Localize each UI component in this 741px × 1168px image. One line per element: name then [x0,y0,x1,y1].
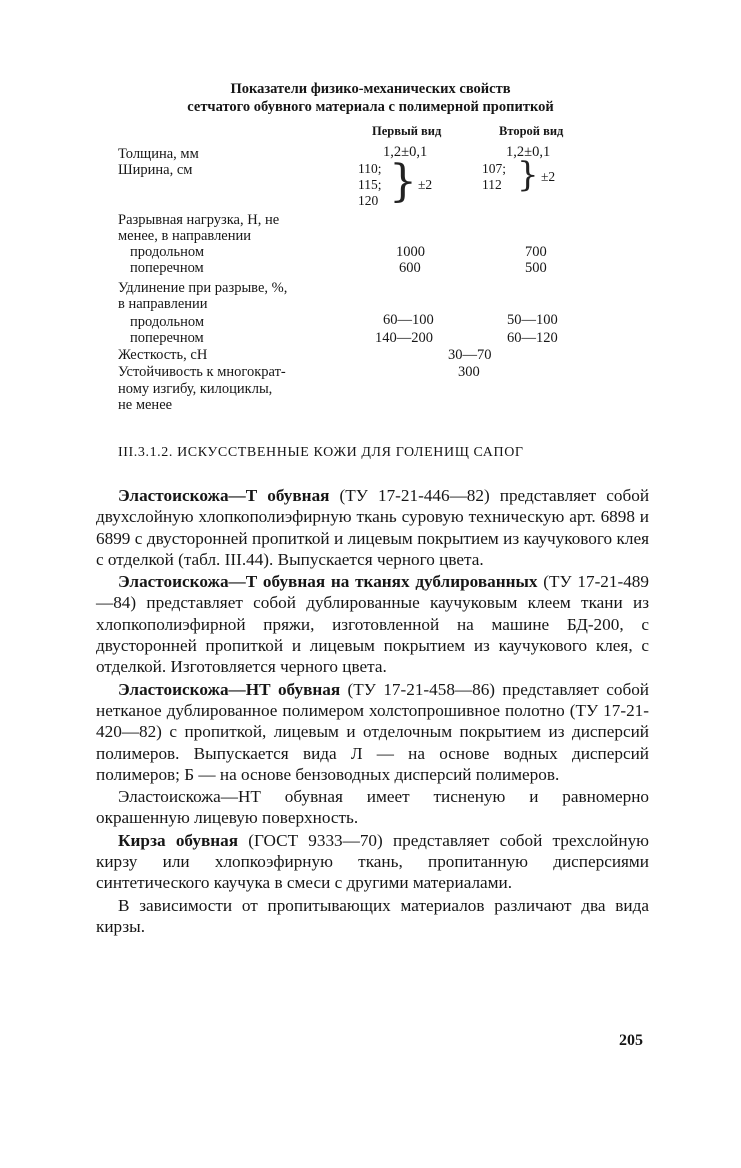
value-load-transverse-second: 500 [525,260,547,276]
row-label-flex-resistance-2: ному изгибу, килоциклы, [118,381,273,397]
value-width-first-a: 110; [358,161,382,176]
row-label-stiffness: Жесткость, сН [118,347,208,363]
row-label-flex-resistance-1: Устойчивость к многократ- [118,364,286,380]
paragraph-text: (ГОСТ 9333—70) представляет собой трехслойную кирзу или хлопкоэфирную ткань, пропитанную дисперсиями синтетического каучука в смеси с другими материалами. [96,830,649,893]
row-label-load-longitudinal: продольном [130,244,205,260]
paragraph-text: Эластоискожа—НТ обувная имеет тисненую и равномерно окрашенную лицевую поверхность. [96,787,649,828]
paragraph-text: (ТУ 17-21-458—86) представляет собой нетканое дублированное полимером холстопрошивное полотно (ТУ 17-21-420—82) с пропиткой, лицевым и отделочным покрытием из дисперсий полимеров. Выпускается вида Л — на основе водных дисперсий полимеров; Б — на основе бензоводных дисперсий полимеров. [96,679,649,784]
paragraph [96,571,649,677]
body-text [96,485,649,937]
value-width-first-c: 120 [358,193,379,208]
row-label-flex-resistance-3: не менее [118,397,173,413]
value-stiffness: 30—70 [448,347,492,363]
paragraph-lead: Эластоискожа—НТ обувная [118,679,341,699]
row-label-breaking-load-1: Разрывная нагрузка, Н, не [118,212,280,228]
value-elongation-longitudinal-first: 60—100 [383,312,434,328]
column-header-first-type: Первый вид [372,124,442,138]
row-label-breaking-load-2: менее, в направлении [118,228,252,244]
paragraph-lead: Эластоискожа—Т обувная [118,486,330,505]
value-width-second-b: 112 [482,177,502,192]
table-caption-line1: Показатели физико-механических свойств [230,81,511,97]
row-label-elongation-2: в направлении [118,296,208,312]
paragraph-lead: Кирза обувная [118,830,239,850]
paragraph-text: (ТУ 17-21-489—84) представляет собой дублированные каучуковым клеем ткани из хлопкополиэфирной пряжи, изготовленной на машине БД-200, с двусторонней пропиткой и лицевым покрытием из каучукового клея, с отделкой. Изготовляется черного цвета. [96,572,649,677]
value-load-longitudinal-first: 1000 [396,244,425,260]
page-number: 205 [619,1032,643,1049]
paragraph [96,485,649,570]
value-elongation-transverse-first: 140—200 [375,330,433,346]
value-thickness-second: 1,2±0,1 [506,144,551,160]
value-elongation-longitudinal-second: 50—100 [507,312,558,328]
table-caption-line2: сетчатого обувного материала с полимерной пропиткой [187,99,554,115]
value-load-transverse-first: 600 [399,260,421,276]
row-label-elongation-longitudinal: продольном [130,314,205,330]
brace-second-width: } [517,155,539,195]
row-label-thickness: Толщина, мм [118,146,199,162]
value-width-first-tolerance: ±2 [418,177,433,192]
value-width-second-a: 107; [482,161,507,176]
value-width-first-b: 115; [358,177,382,192]
paragraph-lead: Эластоискожа—Т обувная на тканях дублированных [118,572,538,592]
row-label-load-transverse: поперечном [130,260,204,276]
row-label-elongation-1: Удлинение при разрыве, %, [118,280,288,296]
value-flex-resistance: 300 [458,364,480,380]
value-thickness-first: 1,2±0,1 [383,144,428,160]
paragraph [96,786,649,829]
value-width-second-tolerance: ±2 [541,169,556,184]
column-header-second-type: Второй вид [499,124,564,138]
paragraph [96,830,649,894]
row-label-elongation-transverse: поперечном [130,330,204,346]
row-label-width: Ширина, см [118,162,193,178]
value-load-longitudinal-second: 700 [525,244,547,260]
paragraph [96,679,649,785]
brace-first-width: } [389,156,417,207]
paragraph-text: В зависимости от пропитывающих материалов различают два вида кирзы. [96,895,649,936]
paragraph [96,895,649,938]
section-heading: III.3.1.2. ИСКУССТВЕННЫЕ КОЖИ ДЛЯ ГОЛЕНИЩ САПОГ [118,445,524,460]
paragraph-text: (ТУ 17-21-446—82) представляет собой двухслойную хлопкополиэфирную ткань суровую техническую арт. 6898 и 6899 с двусторонней пропиткой и лицевым покрытием из каучукового клея с отделкой (табл. III.44). Выпускается черного цвета. [96,486,650,569]
value-elongation-transverse-second: 60—120 [507,330,558,346]
